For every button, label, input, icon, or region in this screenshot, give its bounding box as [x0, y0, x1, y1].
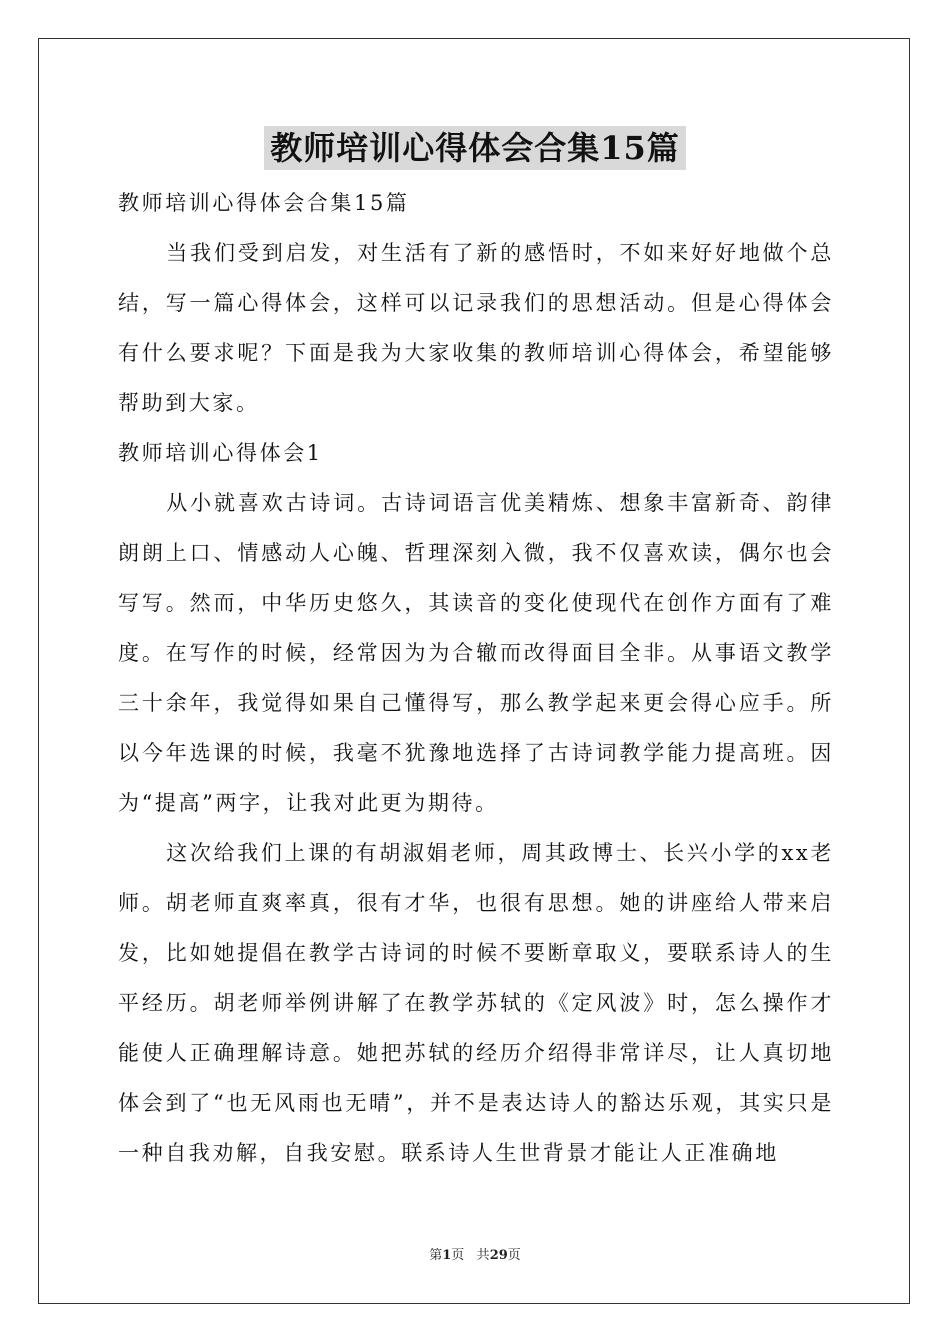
- page-current: 1: [442, 1248, 452, 1263]
- page-footer: [0, 1244, 950, 1263]
- page-prefix: 第: [429, 1248, 443, 1263]
- page-title: 教师培训心得体会合集15篇: [264, 126, 686, 170]
- total-suffix: 页: [507, 1248, 521, 1263]
- page-suffix: 页: [451, 1248, 465, 1263]
- page-total: 29: [489, 1248, 508, 1263]
- intro-paragraph: 当我们受到启发，对生活有了新的感悟时，不如来好好地做个总结，写一篇心得体会，这样可以记录我们的思想活动。但是心得体会有什么要求呢？下面是我为大家收集的教师培训心得体会，希望能够帮助到大家。: [118, 241, 834, 415]
- document-body: [118, 178, 834, 1178]
- paragraph-2: 这次给我们上课的有胡淑娟老师，周其政博士、长兴小学的xx老师。胡老师直爽率真，很有才华，也很有思想。她的讲座给人带来启发，比如她提倡在教学古诗词的时候不要断章取义，要联系诗人的生平经历。胡老师举例讲解了在教学苏轼的《定风波》时，怎么操作才能使人正确理解诗意。她把苏轼的经历介绍得非常详尽，让人真切地体会到了“也无风雨也无晴”，并不是表达诗人的豁达乐观，其实只是一种自我劝解，自我安慰。联系诗人生世背景才能让人正准确地: [118, 841, 834, 1165]
- title-container: [0, 126, 950, 170]
- section-heading: 教师培训心得体会1: [118, 441, 323, 465]
- subtitle: 教师培训心得体会合集15篇: [118, 191, 410, 215]
- total-prefix: 共: [476, 1248, 490, 1263]
- paragraph-1: 从小就喜欢古诗词。古诗词语言优美精炼、想象丰富新奇、韵律朗朗上口、情感动人心魄、哲理深刻入微，我不仅喜欢读，偶尔也会写写。然而，中华历史悠久，其读音的变化使现代在创作方面有了难度。在写作的时候，经常因为为合辙而改得面目全非。从事语文教学三十余年，我觉得如果自己懂得写，那么教学起来更会得心应手。所以今年选课的时候，我毫不犹豫地选择了古诗词教学能力提高班。因为“提高”两字，让我对此更为期待。: [118, 491, 834, 815]
